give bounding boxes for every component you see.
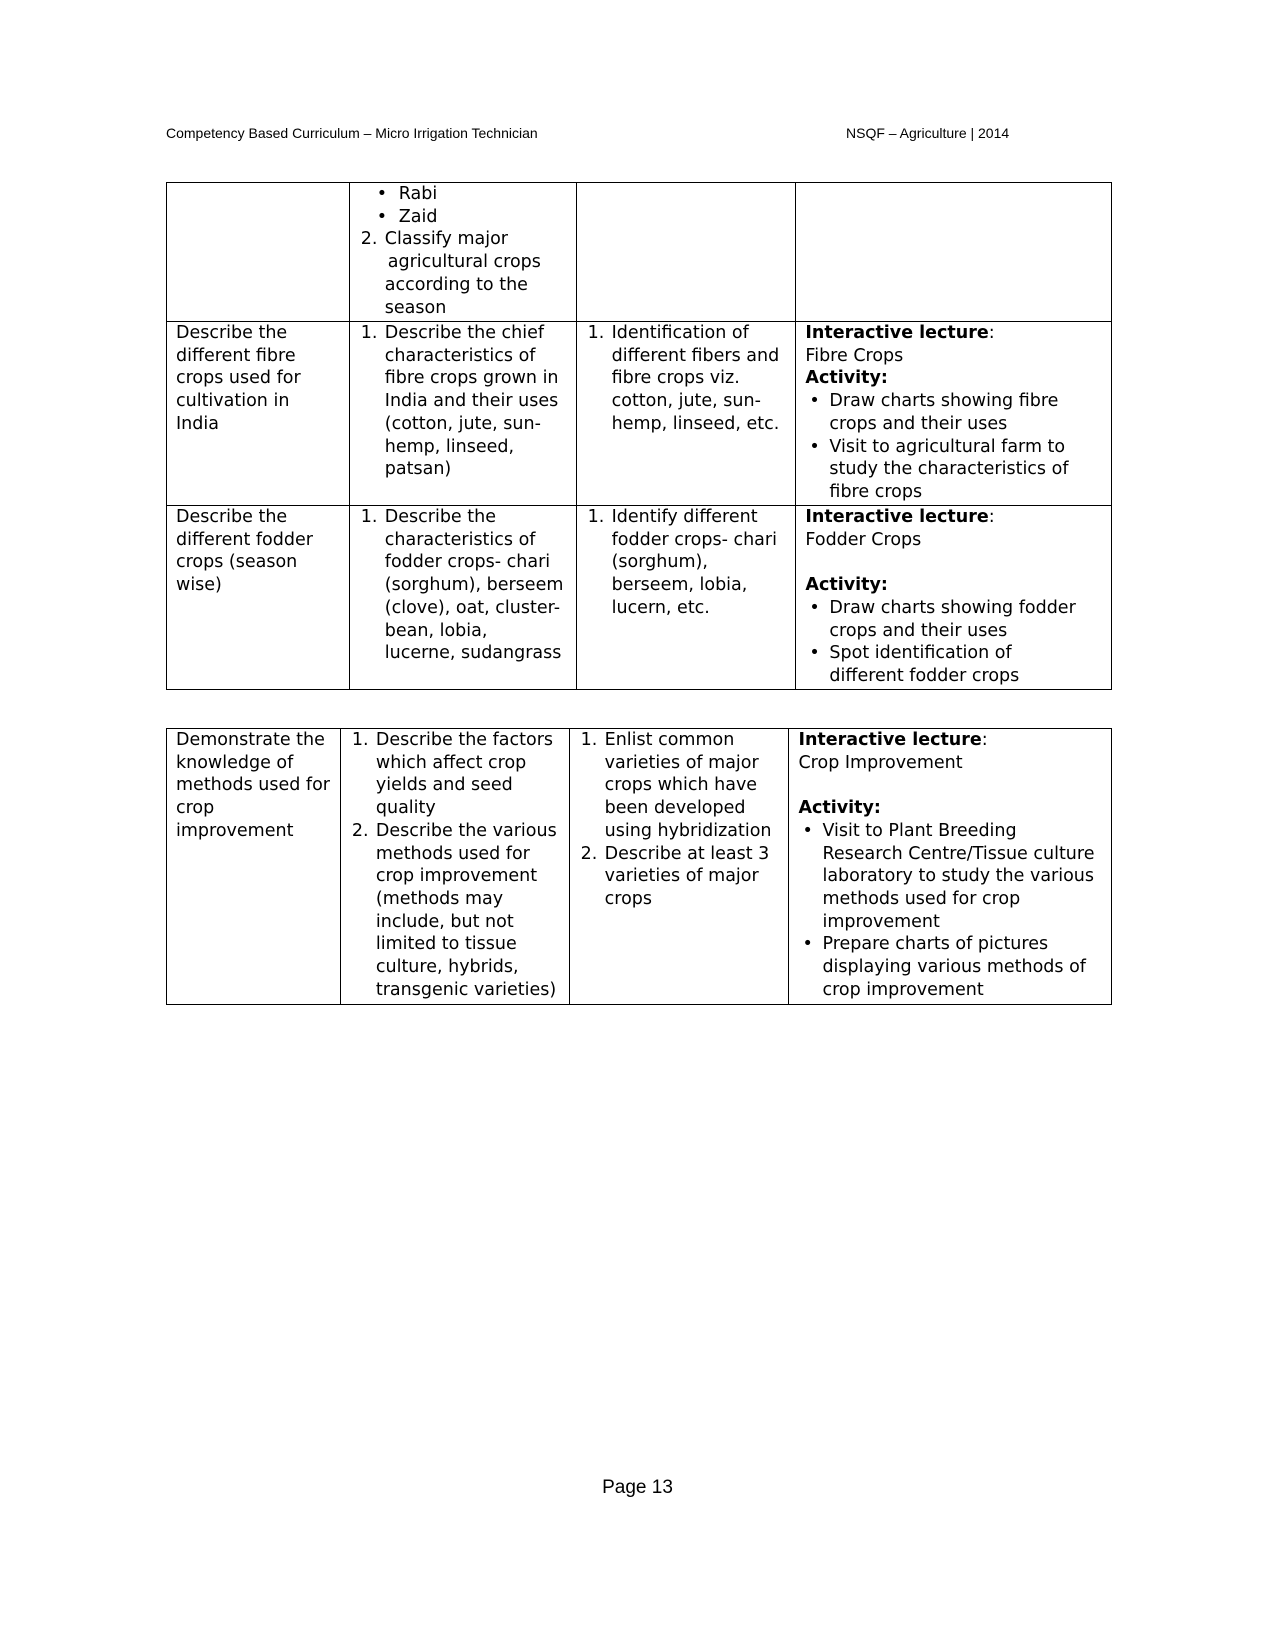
list-item: 1. Identify different fodder crops- chari (sorghum), berseem, lobia, lucern, etc. (587, 507, 777, 618)
table-cell (340, 729, 569, 1005)
activity-label: Activity: (805, 368, 888, 389)
table-cell (167, 183, 350, 322)
table-cell (349, 322, 576, 506)
numbered-list (586, 506, 788, 620)
activity-list (798, 820, 1103, 1002)
numbered-list (586, 322, 788, 436)
list-item: 1. Enlist common varieties of major crops which have been developed using hybridization (580, 730, 772, 841)
numbered-list (350, 729, 561, 1001)
lecture-topic: Crop Improvement (798, 752, 963, 773)
table-cell (576, 322, 796, 506)
activity-label: Activity: (805, 575, 888, 596)
numbered-list (579, 729, 781, 911)
table-cell: Interactive lecture: Fodder Crops Activity: • Draw charts showing fodder crops and their uses • Spot identification of different fodder crops (796, 506, 1112, 690)
list-item: • Draw charts showing fibre crops and their uses (809, 391, 1059, 434)
lecture-label: Interactive lecture (805, 323, 989, 343)
curriculum-table-1 (166, 182, 1112, 690)
bullet-icon: • (802, 934, 813, 955)
bullet-icon: • (809, 597, 820, 618)
lecture-topic: Fodder Crops (805, 529, 922, 550)
table-row (167, 729, 1112, 1005)
activity-list (805, 597, 1103, 688)
list-item: 1. Describe the factors which affect crop yields and seed quality (351, 730, 554, 819)
list-item: 2. Classify major agricultural crops according to the season (360, 229, 541, 318)
table-cell: Interactive lecture: Fibre Crops Activity: • Draw charts showing fibre crops and their uses • Visit to agricultural farm to study the characteristics of fibre crops (796, 322, 1112, 506)
list-item: • Draw charts showing fodder crops and their uses (809, 597, 1076, 641)
lecture-label: Interactive lecture (805, 507, 989, 527)
table-cell: Interactive lecture: Crop Improvement Activity: • Visit to Plant Breeding Research Centre/Tissue culture laboratory to study the various methods used for crop improvement • Prepare charts of pictures displaying various methods of crop improvement (789, 729, 1112, 1005)
list-item: 2. Describe at least 3 varieties of major crops (580, 843, 770, 909)
list-item: 2. Describe the various methods used for crop improvement (methods may include, but not limited to tissue culture, hybrids, transgenic varieties) (351, 820, 557, 1000)
bullet-icon: • (376, 206, 388, 227)
table-cell (576, 183, 796, 322)
lecture-label: Interactive lecture (798, 730, 982, 750)
spacer (805, 551, 1103, 574)
list-item: • Rabi (376, 184, 438, 204)
table-cell (569, 729, 789, 1005)
numbered-list (359, 322, 568, 481)
season-bullet-list (359, 183, 568, 228)
bullet-icon: • (802, 820, 813, 841)
list-item: • Visit to Plant Breeding Research Centre/Tissue culture laboratory to study the various methods used for crop improvement (802, 820, 1095, 932)
list-item: 1. Describe the characteristics of fodder crops- chari (sorghum), berseem (clove), oat, cluster- bean, lobia, lucerne, sudangrass (360, 507, 564, 664)
bullet-icon: • (376, 184, 388, 204)
table-cell (349, 506, 576, 690)
numbered-list (359, 228, 568, 319)
table-cell: Describe the different fibre crops used for cultivation in India (167, 322, 350, 506)
list-item: • Zaid (376, 206, 438, 227)
bullet-icon: • (809, 643, 820, 664)
header-meta: NSQF – Agriculture | 2014 (846, 125, 1010, 141)
lecture-topic: Fibre Crops (805, 345, 904, 366)
table-row (167, 183, 1112, 322)
table-cell: Demonstrate the knowledge of methods used for crop improvement (167, 729, 341, 1005)
table-cell (576, 506, 796, 690)
spacer (798, 774, 1103, 797)
page-number: Page 13 (602, 1477, 673, 1498)
table-cell (349, 183, 576, 322)
table-row (167, 322, 1112, 506)
list-item: • Spot identification of different fodder crops (809, 643, 1020, 686)
curriculum-table-2 (166, 728, 1112, 1005)
list-item: 1. Describe the chief characteristics of fibre crops grown in India and their uses (cotton, jute, sun- hemp, linseed, patsan) (360, 323, 559, 480)
activity-label: Activity: (798, 798, 881, 819)
list-item: • Prepare charts of pictures displaying various methods of crop improvement (802, 934, 1086, 1000)
list-item: 1. Identification of different fibers and fibre crops viz. cotton, jute, sun- hemp, linseed, etc. (587, 323, 780, 434)
header-title: Competency Based Curriculum – Micro Irrigation Technician (166, 125, 538, 141)
numbered-list (359, 506, 568, 665)
table-row (167, 506, 1112, 690)
list-item: • Visit to agricultural farm to study the characteristics of fibre crops (809, 436, 1069, 502)
table-cell: Describe the different fodder crops (season wise) (167, 506, 350, 690)
activity-list (805, 390, 1103, 504)
bullet-icon: • (809, 391, 820, 412)
bullet-icon: • (809, 436, 820, 457)
table-cell (796, 183, 1112, 322)
